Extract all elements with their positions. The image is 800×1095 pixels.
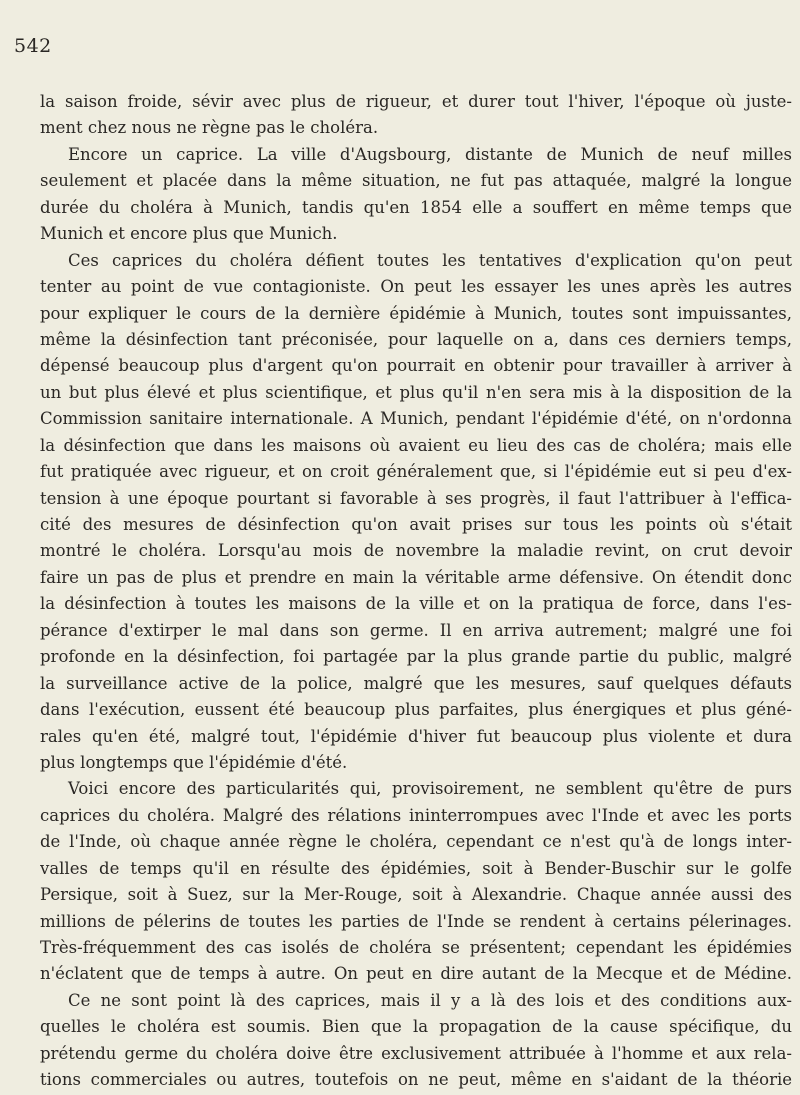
text-line: Voici encore des particularités qui, provisoirement, ne semblent qu'être de purs [68, 779, 792, 799]
text-line: Ce ne sont point là des caprices, mais il y a là des lois et des conditions aux- [68, 990, 792, 1010]
text-line: profonde en la désinfection, foi partagée par la plus grande partie du public, malgré [40, 647, 792, 667]
text-line: tension à une époque pourtant si favorable à ses progrès, il faut l'attribuer à l'effica- [40, 488, 792, 508]
text-line: tenter au point de vue contagioniste. On peut les essayer les unes après les autres [40, 277, 792, 297]
text-line: Munich et encore plus que Munich. [40, 224, 338, 244]
text-line: la désinfection que dans les maisons où avaient eu lieu des cas de choléra; mais elle [40, 435, 792, 455]
text-line: rales qu'en été, malgré tout, l'épidémie d'hiver fut beaucoup plus violente et dura [40, 726, 792, 746]
text-line: Ces caprices du choléra défient toutes les tentatives d'explication qu'on peut [68, 250, 792, 270]
text-line: ment chez nous ne règne pas le choléra. [40, 118, 379, 138]
text-line: faire un pas de plus et prendre en main la véritable arme défensive. On étendit donc [40, 567, 792, 587]
text-line: même la désinfection tant préconisée, pour laquelle on a, dans ces derniers temps, [40, 329, 792, 349]
text-line: la désinfection à toutes les maisons de la ville et on la pratiqua de force, dans l'es- [40, 594, 792, 614]
text-line: dans l'exécution, eussent été beaucoup plus parfaites, plus énergiques et plus géné- [40, 700, 792, 720]
text-line: Commission sanitaire internationale. A Munich, pendant l'épidémie d'été, on n'ordonna [40, 409, 792, 429]
text-line: la saison froide, sévir avec plus de rigueur, et durer tout l'hiver, l'époque où juste- [40, 92, 792, 111]
text-line: dépensé beaucoup plus d'argent qu'on pourrait en obtenir pour travailler à arriver à [40, 356, 792, 376]
text-line: montré le choléra. Lorsqu'au mois de novembre la maladie revint, on crut devoir [40, 541, 792, 561]
text-line: durée du choléra à Munich, tandis qu'en 1854 elle a souffert en même temps que [40, 197, 792, 217]
text-line: Persique, soit à Suez, sur la Mer-Rouge, soit à Alexandrie. Chaque année aussi des [40, 885, 792, 905]
text-line: Encore un caprice. La ville d'Augsbourg, distante de Munich de neuf milles [68, 144, 792, 164]
text-line: prétendu germe du choléra doive être exclusivement attribuée à l'homme et aux rela- [40, 1043, 792, 1063]
text-line: la surveillance active de la police, malgré que les mesures, sauf quelques défauts [40, 673, 792, 693]
text-line: pérance d'extirper le mal dans son germe. Il en arriva autrement; malgré une foi [40, 620, 792, 640]
text-line: millions de pélerins de toutes les parties de l'Inde se rendent à certains pélerinages. [40, 911, 792, 931]
text-line: caprices du choléra. Malgré des rélations ininterrompues avec l'Inde et avec les ports [40, 805, 792, 825]
text-line: quelles le choléra est soumis. Bien que la propagation de la cause spécifique, du [40, 1017, 792, 1037]
text-line: tions commerciales ou autres, toutefois on ne peut, même en s'aidant de la théorie [40, 1070, 792, 1090]
page-number: 542 [14, 35, 52, 57]
text-line: plus longtemps que l'épidémie d'été. [40, 752, 348, 772]
text-line: un but plus élevé et plus scientifique, et plus qu'il n'en sera mis à la disposition de la [40, 382, 792, 402]
text-line: pour expliquer le cours de la dernière épidémie à Munich, toutes sont impuissantes, [40, 303, 792, 323]
text-line: seulement et placée dans la même situation, ne fut pas attaquée, malgré la longue [40, 171, 792, 191]
body-text [40, 89, 792, 1094]
text-line: valles de temps qu'il en résulte des épidémies, soit à Bender-Buschir sur le golfe [40, 858, 792, 878]
text-line: Très-fréquemment des cas isolés de choléra se présentent; cependant les épidémies [40, 938, 792, 957]
text-line: de l'Inde, où chaque année règne le choléra, cependant ce n'est qu'à de longs inter- [40, 832, 792, 852]
text-line: n'éclatent que de temps à autre. On peut en dire autant de la Mecque et de Médine. [40, 964, 792, 984]
text-line: cité des mesures de désinfection qu'on avait prises sur tous les points où s'était [40, 515, 792, 534]
text-line: fut pratiquée avec rigueur, et on croit généralement que, si l'épidémie eut si peu d'ex- [40, 462, 792, 482]
